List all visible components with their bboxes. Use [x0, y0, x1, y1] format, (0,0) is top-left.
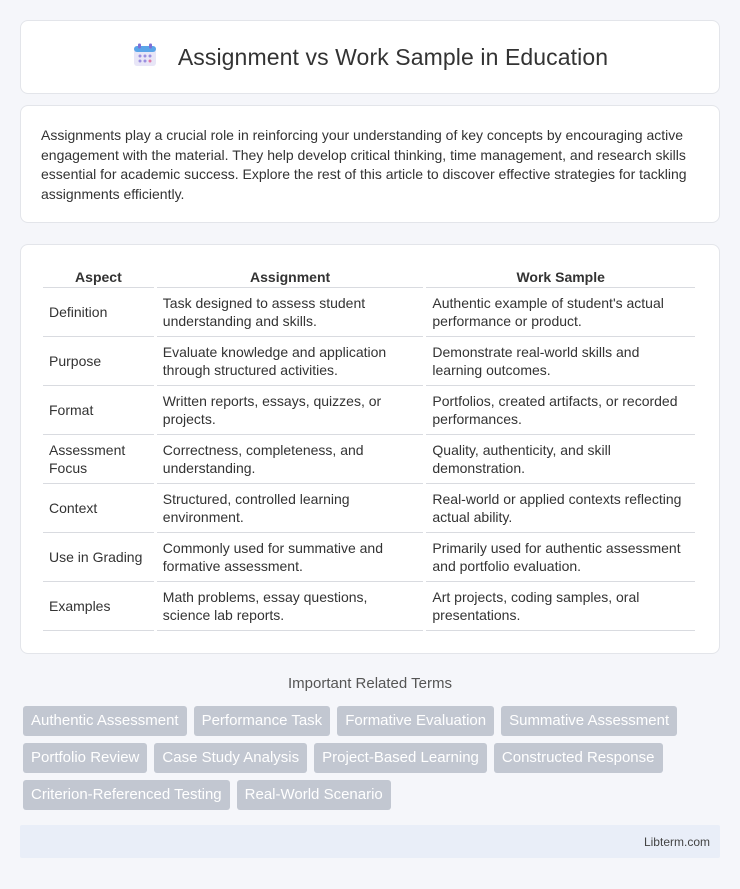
related-terms-list: [23, 706, 723, 810]
work-sample-cell: Demonstrate real-world skills and learning outcomes.: [426, 337, 695, 386]
footer-site-link[interactable]: Libterm.com: [643, 834, 710, 849]
header-aspect: Aspect: [43, 267, 154, 288]
intro-paragraph: Assignments play a crucial role in reinforcing your understanding of key concepts by encouraging active engagement with the material. They help develop critical thinking, time management, and research skills essential for academic success. Explore the rest of this article to discover effective strategies for tackling assignments efficiently.: [41, 127, 687, 202]
assignment-cell: Evaluate knowledge and application through structured activities.: [157, 337, 424, 386]
aspect-cell: Use in Grading: [43, 533, 154, 582]
comparison-table: [40, 267, 698, 631]
related-term-tag[interactable]: Authentic Assessment: [23, 706, 187, 736]
work-sample-cell: Quality, authenticity, and skill demonstration.: [426, 435, 695, 484]
assignment-cell: Structured, controlled learning environment.: [157, 484, 424, 533]
table-row: [43, 288, 695, 337]
aspect-cell: Format: [43, 386, 154, 435]
header-assignment: Assignment: [157, 267, 424, 288]
aspect-cell: Assessment Focus: [43, 435, 154, 484]
aspect-cell: Context: [43, 484, 154, 533]
table-row: [43, 484, 695, 533]
related-term-tag[interactable]: Real-World Scenario: [237, 780, 391, 810]
work-sample-cell: Real-world or applied contexts reflecting actual ability.: [426, 484, 695, 533]
related-term-tag[interactable]: Formative Evaluation: [337, 706, 494, 736]
assignment-cell: Written reports, essays, quizzes, or projects.: [157, 386, 424, 435]
table-row: [43, 386, 695, 435]
related-term-tag[interactable]: Project-Based Learning: [314, 743, 487, 773]
header-card: [20, 20, 720, 94]
table-row: [43, 582, 695, 631]
intro-card: [20, 105, 720, 223]
assignment-cell: Correctness, completeness, and understanding.: [157, 435, 424, 484]
related-term-tag[interactable]: Criterion-Referenced Testing: [23, 780, 230, 810]
table-row: [43, 533, 695, 582]
related-term-tag[interactable]: Portfolio Review: [23, 743, 147, 773]
work-sample-cell: Portfolios, created artifacts, or recorded performances.: [426, 386, 695, 435]
work-sample-cell: Authentic example of student's actual performance or product.: [426, 288, 695, 337]
aspect-cell: Purpose: [43, 337, 154, 386]
assignment-cell: Task designed to assess student understanding and skills.: [157, 288, 424, 337]
table-row: [43, 337, 695, 386]
related-term-tag[interactable]: Case Study Analysis: [154, 743, 307, 773]
table-header-row: [43, 267, 695, 288]
assignment-cell: Math problems, essay questions, science lab reports.: [157, 582, 424, 631]
related-terms-title: Important Related Terms: [288, 675, 452, 692]
related-term-tag[interactable]: Performance Task: [194, 706, 331, 736]
related-term-tag[interactable]: Constructed Response: [494, 743, 663, 773]
aspect-cell: Examples: [43, 582, 154, 631]
title-wrap: [132, 42, 608, 73]
aspect-cell: Definition: [43, 288, 154, 337]
work-sample-cell: Primarily used for authentic assessment and portfolio evaluation.: [426, 533, 695, 582]
calendar-icon: [132, 42, 158, 73]
related-term-tag[interactable]: Summative Assessment: [501, 706, 677, 736]
assignment-cell: Commonly used for summative and formative assessment.: [157, 533, 424, 582]
footer-bar: [20, 825, 720, 858]
table-row: [43, 435, 695, 484]
work-sample-cell: Art projects, coding samples, oral presentations.: [426, 582, 695, 631]
comparison-table-card: [20, 244, 720, 654]
page-title: Assignment vs Work Sample in Education: [177, 43, 609, 70]
header-work-sample: Work Sample: [426, 267, 695, 288]
